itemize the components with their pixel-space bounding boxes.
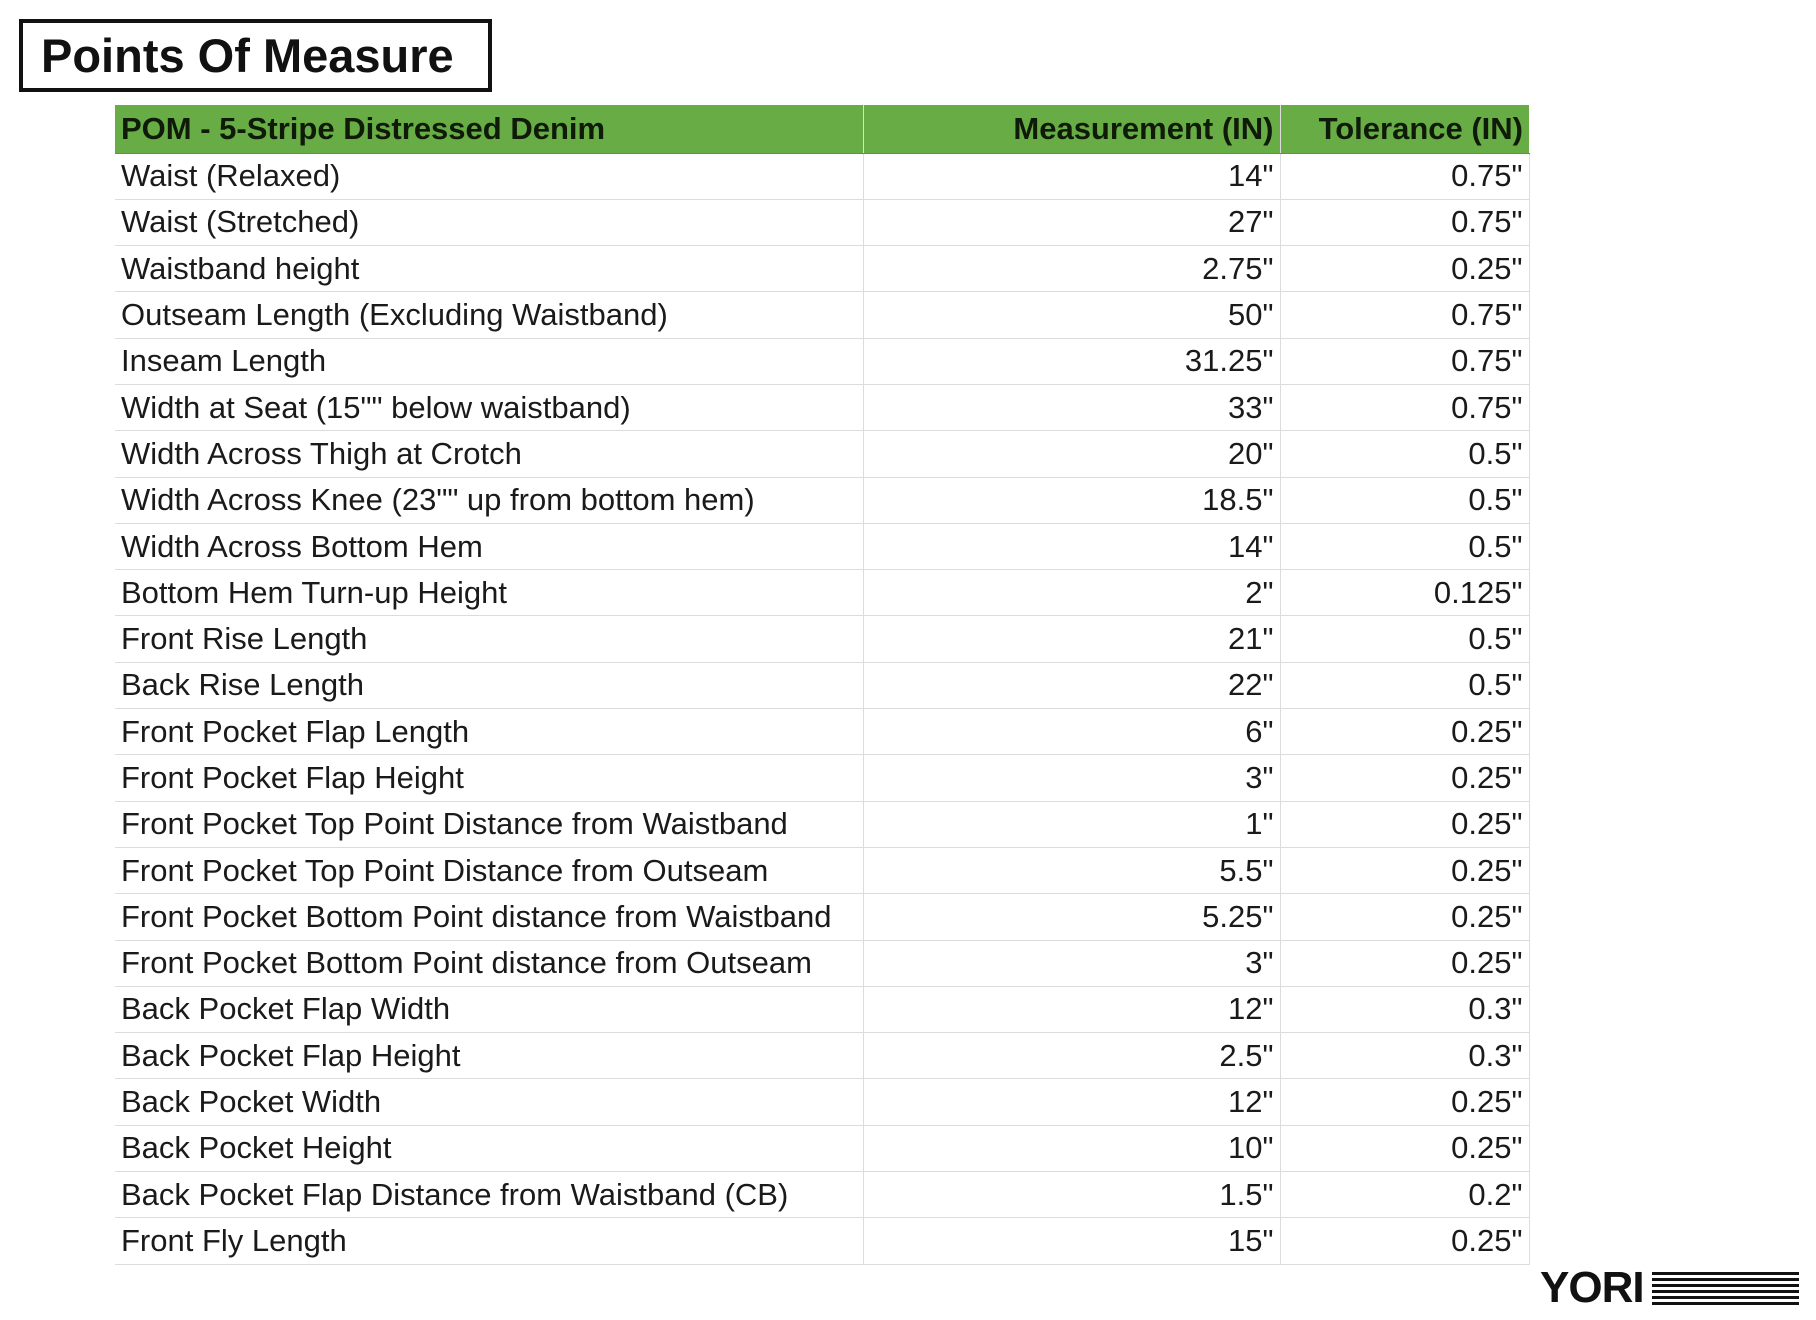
page-title-box xyxy=(19,19,492,92)
pom-table xyxy=(115,105,1530,1265)
cell-measurement: 22" xyxy=(863,662,1280,708)
cell-tolerance: 0.125" xyxy=(1280,570,1529,616)
cell-measurement: 31.25" xyxy=(863,338,1280,384)
cell-pom: Front Pocket Bottom Point distance from Waistband xyxy=(115,894,863,940)
table-row xyxy=(115,986,1529,1032)
cell-tolerance: 0.25" xyxy=(1280,801,1529,847)
cell-measurement: 18.5" xyxy=(863,477,1280,523)
cell-measurement: 27" xyxy=(863,199,1280,245)
cell-tolerance: 0.5" xyxy=(1280,523,1529,569)
table-header-row xyxy=(115,105,1529,153)
cell-tolerance: 0.5" xyxy=(1280,662,1529,708)
cell-pom: Width Across Thigh at Crotch xyxy=(115,431,863,477)
table-row xyxy=(115,662,1529,708)
table-row xyxy=(115,847,1529,893)
cell-pom: Front Pocket Flap Length xyxy=(115,709,863,755)
table-row xyxy=(115,431,1529,477)
cell-pom: Back Pocket Flap Width xyxy=(115,986,863,1032)
cell-tolerance: 0.25" xyxy=(1280,755,1529,801)
cell-tolerance: 0.25" xyxy=(1280,940,1529,986)
cell-measurement: 6" xyxy=(863,709,1280,755)
cell-measurement: 14" xyxy=(863,153,1280,199)
cell-measurement: 10" xyxy=(863,1125,1280,1171)
table-row xyxy=(115,616,1529,662)
cell-pom: Waistband height xyxy=(115,246,863,292)
cell-pom: Back Pocket Flap Distance from Waistband (CB) xyxy=(115,1172,863,1218)
cell-tolerance: 0.3" xyxy=(1280,986,1529,1032)
pom-sheet xyxy=(112,105,1532,1265)
cell-pom: Front Pocket Bottom Point distance from Outseam xyxy=(115,940,863,986)
cell-tolerance: 0.75" xyxy=(1280,384,1529,430)
table-row xyxy=(115,246,1529,292)
cell-pom: Width Across Knee (23"" up from bottom hem) xyxy=(115,477,863,523)
table-row xyxy=(115,755,1529,801)
cell-tolerance: 0.3" xyxy=(1280,1033,1529,1079)
cell-measurement: 15" xyxy=(863,1218,1280,1264)
cell-pom: Back Pocket Flap Height xyxy=(115,1033,863,1079)
cell-tolerance: 0.75" xyxy=(1280,338,1529,384)
cell-measurement: 1.5" xyxy=(863,1172,1280,1218)
cell-pom: Inseam Length xyxy=(115,338,863,384)
cell-tolerance: 0.25" xyxy=(1280,1079,1529,1125)
stripes-icon xyxy=(1652,1272,1799,1305)
cell-pom: Waist (Relaxed) xyxy=(115,153,863,199)
cell-measurement: 5.5" xyxy=(863,847,1280,893)
table-row xyxy=(115,940,1529,986)
cell-measurement: 12" xyxy=(863,986,1280,1032)
cell-tolerance: 0.75" xyxy=(1280,199,1529,245)
cell-pom: Front Pocket Top Point Distance from Outseam xyxy=(115,847,863,893)
cell-measurement: 12" xyxy=(863,1079,1280,1125)
cell-tolerance: 0.25" xyxy=(1280,847,1529,893)
column-header-pom: POM - 5-Stripe Distressed Denim xyxy=(115,105,863,153)
table-row xyxy=(115,570,1529,616)
table-row xyxy=(115,384,1529,430)
cell-tolerance: 0.75" xyxy=(1280,153,1529,199)
table-row xyxy=(115,292,1529,338)
cell-pom: Waist (Stretched) xyxy=(115,199,863,245)
table-row xyxy=(115,1125,1529,1171)
table-body xyxy=(115,153,1529,1264)
table-row xyxy=(115,1218,1529,1264)
cell-measurement: 20" xyxy=(863,431,1280,477)
cell-tolerance: 0.25" xyxy=(1280,709,1529,755)
table-row xyxy=(115,1079,1529,1125)
cell-measurement: 33" xyxy=(863,384,1280,430)
table-row xyxy=(115,523,1529,569)
table-row xyxy=(115,894,1529,940)
cell-pom: Back Pocket Width xyxy=(115,1079,863,1125)
table-row xyxy=(115,1033,1529,1079)
table-row xyxy=(115,1172,1529,1218)
cell-pom: Back Rise Length xyxy=(115,662,863,708)
cell-pom: Front Rise Length xyxy=(115,616,863,662)
logo-wordmark: YORI xyxy=(1540,1263,1644,1312)
cell-tolerance: 0.5" xyxy=(1280,616,1529,662)
cell-measurement: 2" xyxy=(863,570,1280,616)
table-row xyxy=(115,477,1529,523)
cell-pom: Front Pocket Top Point Distance from Waistband xyxy=(115,801,863,847)
cell-measurement: 3" xyxy=(863,940,1280,986)
cell-pom: Outseam Length (Excluding Waistband) xyxy=(115,292,863,338)
cell-tolerance: 0.25" xyxy=(1280,1218,1529,1264)
cell-pom: Bottom Hem Turn-up Height xyxy=(115,570,863,616)
table-row xyxy=(115,153,1529,199)
cell-measurement: 21" xyxy=(863,616,1280,662)
cell-measurement: 5.25" xyxy=(863,894,1280,940)
brand-logo xyxy=(1540,1263,1799,1313)
cell-tolerance: 0.25" xyxy=(1280,1125,1529,1171)
cell-measurement: 14" xyxy=(863,523,1280,569)
cell-pom: Front Pocket Flap Height xyxy=(115,755,863,801)
cell-measurement: 3" xyxy=(863,755,1280,801)
table-row xyxy=(115,709,1529,755)
cell-tolerance: 0.25" xyxy=(1280,894,1529,940)
cell-tolerance: 0.25" xyxy=(1280,246,1529,292)
cell-tolerance: 0.5" xyxy=(1280,431,1529,477)
page-title: Points Of Measure xyxy=(41,29,454,82)
cell-tolerance: 0.2" xyxy=(1280,1172,1529,1218)
table-row xyxy=(115,199,1529,245)
cell-pom: Width at Seat (15"" below waistband) xyxy=(115,384,863,430)
column-header-measurement: Measurement (IN) xyxy=(863,105,1280,153)
column-header-tolerance: Tolerance (IN) xyxy=(1280,105,1529,153)
table-row xyxy=(115,338,1529,384)
cell-measurement: 2.5" xyxy=(863,1033,1280,1079)
table-row xyxy=(115,801,1529,847)
cell-pom: Front Fly Length xyxy=(115,1218,863,1264)
cell-tolerance: 0.75" xyxy=(1280,292,1529,338)
cell-tolerance: 0.5" xyxy=(1280,477,1529,523)
cell-measurement: 1" xyxy=(863,801,1280,847)
cell-measurement: 50" xyxy=(863,292,1280,338)
cell-pom: Back Pocket Height xyxy=(115,1125,863,1171)
cell-pom: Width Across Bottom Hem xyxy=(115,523,863,569)
cell-measurement: 2.75" xyxy=(863,246,1280,292)
